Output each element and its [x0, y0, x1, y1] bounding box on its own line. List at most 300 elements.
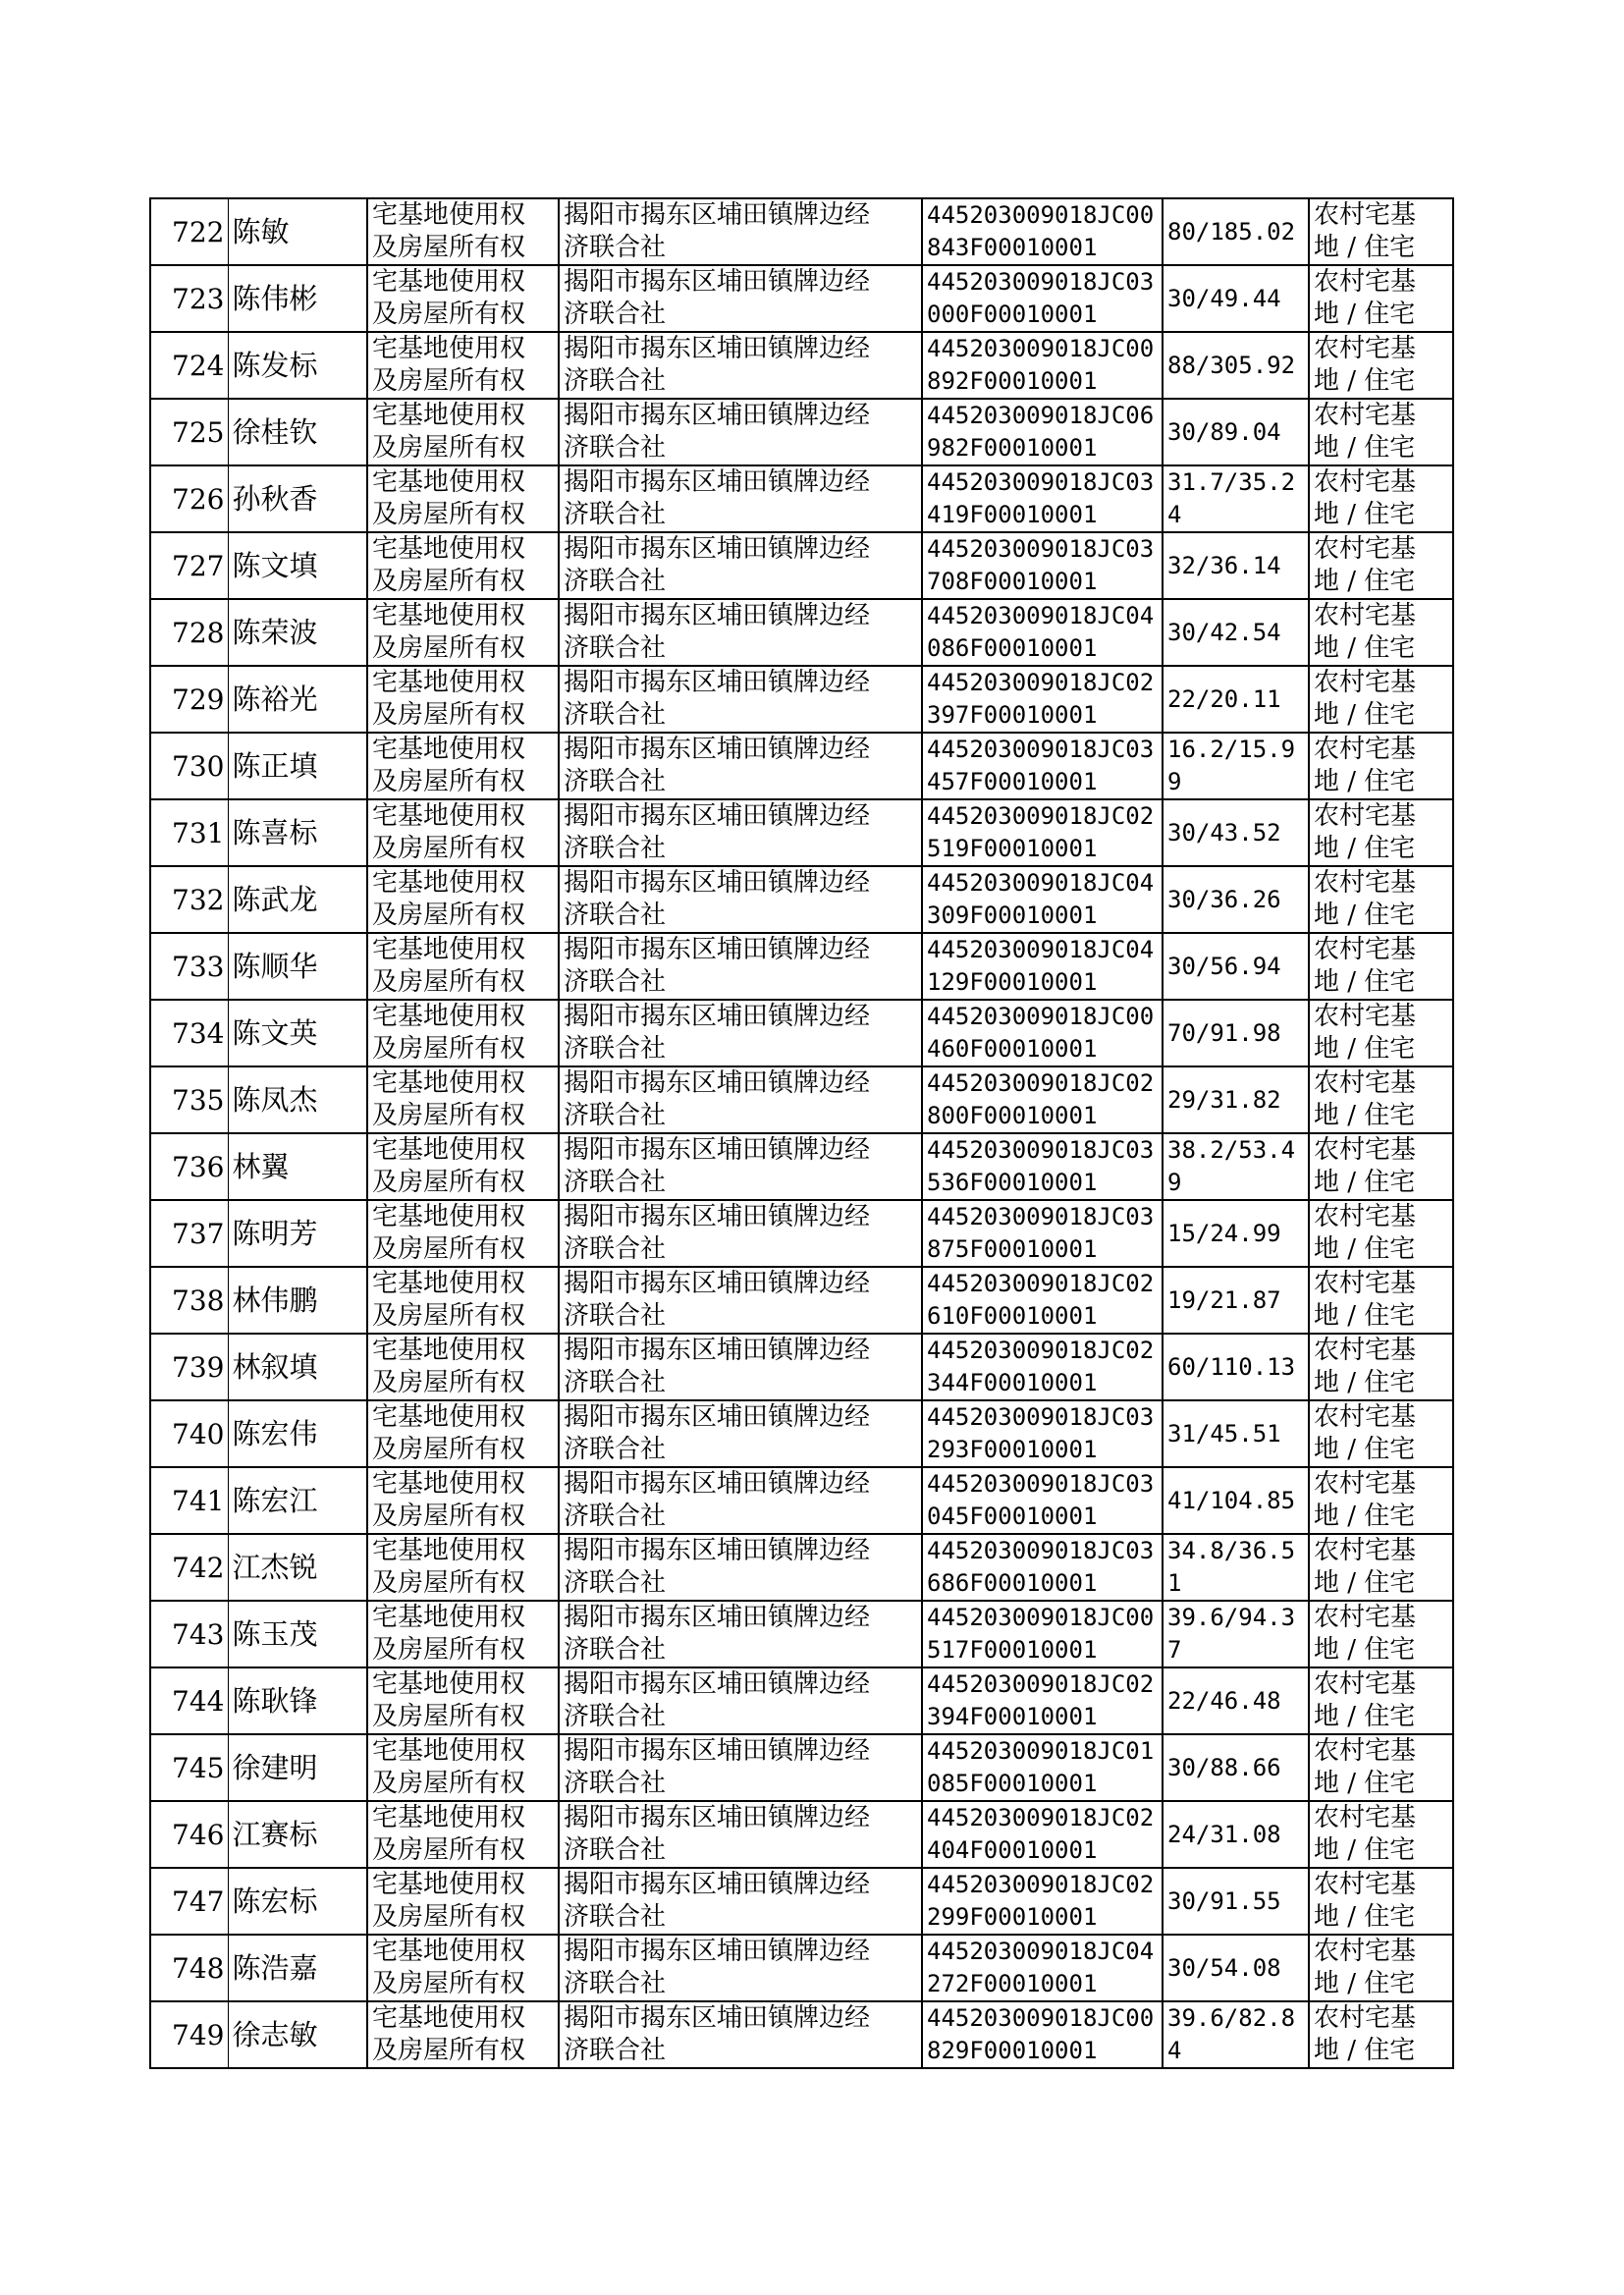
- certificate-code-cell: [922, 1066, 1163, 1133]
- owner-name: 江杰锐: [232, 1550, 318, 1584]
- certificate-code-line: 875F00010001: [927, 1235, 1098, 1263]
- certificate-code-line: 445203009018JC04: [927, 869, 1155, 897]
- owner-name-cell: [228, 1267, 367, 1334]
- right-type-line: 及房屋所有权: [372, 1101, 526, 1130]
- collective-org-cell: [559, 866, 922, 933]
- land-use-line: 农村宅基: [1314, 1402, 1417, 1432]
- land-use-cell: [1309, 1667, 1453, 1734]
- owner-name: 陈敏: [232, 214, 290, 248]
- area-line: 30/88.66: [1167, 1753, 1281, 1781]
- area-line: 30/91.55: [1167, 1886, 1281, 1915]
- row-number: 748: [172, 1951, 225, 1985]
- land-use-line: 地 / 住宅: [1314, 901, 1416, 930]
- owner-name-cell: [228, 1534, 367, 1601]
- land-use-line: 农村宅基: [1314, 1536, 1417, 1565]
- collective-org-cell: [559, 733, 922, 799]
- area-line: 80/185.02: [1167, 217, 1296, 246]
- owner-name-cell: [228, 1000, 367, 1066]
- right-type-cell: [367, 1935, 559, 2001]
- certificate-code-line: 404F00010001: [927, 1836, 1098, 1864]
- row-number-cell: [150, 1200, 228, 1267]
- area-cell: [1163, 399, 1309, 465]
- right-type-line: 及房屋所有权: [372, 1902, 526, 1932]
- owner-name-cell: [228, 332, 367, 399]
- area-cell: [1163, 933, 1309, 1000]
- collective-org-line: 济联合社: [564, 1568, 667, 1598]
- certificate-code-cell: [922, 1400, 1163, 1467]
- area-cell: [1163, 465, 1309, 532]
- right-type-line: 宅基地使用权: [372, 668, 526, 697]
- land-use-cell: [1309, 399, 1453, 465]
- row-number: 722: [172, 215, 225, 248]
- land-use-line: 农村宅基: [1314, 1736, 1417, 1766]
- table-row: [150, 332, 1453, 399]
- land-use-cell: [1309, 666, 1453, 733]
- certificate-code-line: 000F00010001: [927, 301, 1098, 328]
- row-number-cell: [150, 465, 228, 532]
- certificate-code-cell: [922, 1868, 1163, 1935]
- table-row: [150, 1734, 1453, 1801]
- collective-org-cell: [559, 1601, 922, 1667]
- area-cell: [1163, 1534, 1309, 1601]
- owner-name-cell: [228, 532, 367, 599]
- land-use-line: 农村宅基: [1314, 467, 1417, 497]
- row-number: 731: [172, 816, 225, 849]
- collective-org-line: 济联合社: [564, 233, 667, 262]
- land-use-line: 农村宅基: [1314, 200, 1417, 230]
- row-number-cell: [150, 1868, 228, 1935]
- collective-org-cell: [559, 1734, 922, 1801]
- owner-name: 陈发标: [232, 348, 318, 382]
- owner-name: 陈文填: [232, 548, 318, 582]
- right-type-cell: [367, 933, 559, 1000]
- area-line: 34.8/36.5: [1167, 1537, 1296, 1564]
- certificate-code-line: 892F00010001: [927, 367, 1098, 395]
- collective-org-cell: [559, 1935, 922, 2001]
- land-use-cell: [1309, 866, 1453, 933]
- row-number: 728: [172, 616, 225, 649]
- row-number-cell: [150, 265, 228, 332]
- owner-name-cell: [228, 733, 367, 799]
- land-use-line: 地 / 住宅: [1314, 700, 1416, 730]
- collective-org-line: 揭阳市揭东区埔田镇牌边经: [564, 1937, 871, 1966]
- certificate-code-line: 982F00010001: [927, 434, 1098, 462]
- right-type-line: 宅基地使用权: [372, 1870, 526, 1899]
- certificate-code-line: 517F00010001: [927, 1636, 1098, 1664]
- owner-name-cell: [228, 866, 367, 933]
- owner-name-cell: [228, 1200, 367, 1267]
- collective-org-line: 揭阳市揭东区埔田镇牌边经: [564, 1202, 871, 1231]
- area-line: 41/104.85: [1167, 1486, 1296, 1514]
- row-number-cell: [150, 599, 228, 666]
- collective-org-line: 济联合社: [564, 433, 667, 463]
- area-line: 4: [1167, 501, 1182, 528]
- right-type-line: 宅基地使用权: [372, 401, 526, 430]
- land-use-line: 地 / 住宅: [1314, 500, 1416, 529]
- right-type-cell: [367, 2001, 559, 2068]
- collective-org-line: 济联合社: [564, 1902, 667, 1932]
- owner-name-cell: [228, 1801, 367, 1868]
- collective-org-line: 揭阳市揭东区埔田镇牌边经: [564, 1603, 871, 1632]
- owner-name-cell: [228, 1334, 367, 1400]
- owner-name: 陈凤杰: [232, 1082, 318, 1117]
- land-use-line: 农村宅基: [1314, 1002, 1417, 1031]
- right-type-line: 宅基地使用权: [372, 467, 526, 497]
- collective-org-cell: [559, 465, 922, 532]
- row-number: 725: [172, 415, 225, 449]
- owner-name-cell: [228, 799, 367, 866]
- right-type-line: 宅基地使用权: [372, 801, 526, 831]
- row-number-cell: [150, 1000, 228, 1066]
- collective-org-line: 济联合社: [564, 1969, 667, 1998]
- row-number-cell: [150, 1334, 228, 1400]
- land-use-line: 地 / 住宅: [1314, 1234, 1416, 1264]
- land-use-line: 农村宅基: [1314, 534, 1417, 564]
- collective-org-line: 揭阳市揭东区埔田镇牌边经: [564, 1269, 871, 1298]
- collective-org-line: 济联合社: [564, 1101, 667, 1130]
- collective-org-line: 济联合社: [564, 1234, 667, 1264]
- land-use-line: 地 / 住宅: [1314, 1368, 1416, 1397]
- land-use-cell: [1309, 1267, 1453, 1334]
- right-type-line: 及房屋所有权: [372, 1301, 526, 1331]
- right-type-line: 及房屋所有权: [372, 1234, 526, 1264]
- land-use-line: 地 / 住宅: [1314, 2036, 1416, 2065]
- land-use-cell: [1309, 2001, 1453, 2068]
- right-type-line: 及房屋所有权: [372, 1769, 526, 1798]
- area-line: 30/54.08: [1167, 1953, 1281, 1982]
- area-line: 29/31.82: [1167, 1085, 1281, 1114]
- area-line: 31/45.51: [1167, 1419, 1281, 1448]
- land-use-line: 地 / 住宅: [1314, 366, 1416, 396]
- owner-name: 陈玉茂: [232, 1616, 318, 1651]
- table-row: [150, 666, 1453, 733]
- row-number-cell: [150, 1534, 228, 1601]
- certificate-code-cell: [922, 933, 1163, 1000]
- area-cell: [1163, 733, 1309, 799]
- collective-org-line: 揭阳市揭东区埔田镇牌边经: [564, 801, 871, 831]
- land-use-line: 地 / 住宅: [1314, 1702, 1416, 1731]
- collective-org-cell: [559, 1667, 922, 1734]
- owner-name: 陈武龙: [232, 882, 318, 916]
- certificate-code-line: 610F00010001: [927, 1302, 1098, 1330]
- table-row: [150, 198, 1453, 265]
- owner-name-cell: [228, 1667, 367, 1734]
- table-row: [150, 2001, 1453, 2068]
- right-type-line: 宅基地使用权: [372, 1669, 526, 1699]
- land-use-line: 农村宅基: [1314, 1937, 1417, 1966]
- area-cell: [1163, 866, 1309, 933]
- table-row: [150, 1267, 1453, 1334]
- certificate-code-line: 309F00010001: [927, 902, 1098, 929]
- row-number: 729: [172, 683, 225, 716]
- right-type-line: 宅基地使用权: [372, 334, 526, 363]
- area-line: 60/110.13: [1167, 1352, 1296, 1381]
- right-type-line: 及房屋所有权: [372, 1969, 526, 1998]
- area-line: 30/89.04: [1167, 417, 1281, 446]
- certificate-code-line: 445203009018JC03: [927, 268, 1155, 296]
- table-row: [150, 399, 1453, 465]
- certificate-code-line: 445203009018JC04: [927, 936, 1155, 963]
- right-type-line: 宅基地使用权: [372, 935, 526, 964]
- right-type-cell: [367, 1400, 559, 1467]
- area-cell: [1163, 1734, 1309, 1801]
- row-number-cell: [150, 933, 228, 1000]
- owner-name: 陈明芳: [232, 1216, 318, 1250]
- collective-org-line: 济联合社: [564, 1769, 667, 1798]
- land-use-line: 农村宅基: [1314, 1603, 1417, 1632]
- certificate-code-cell: [922, 1801, 1163, 1868]
- right-type-line: 及房屋所有权: [372, 1368, 526, 1397]
- certificate-code-cell: [922, 799, 1163, 866]
- collective-org-line: 揭阳市揭东区埔田镇牌边经: [564, 735, 871, 764]
- land-use-cell: [1309, 532, 1453, 599]
- owner-name-cell: [228, 265, 367, 332]
- table-row: [150, 1467, 1453, 1534]
- certificate-code-cell: [922, 1534, 1163, 1601]
- row-number: 747: [172, 1885, 225, 1918]
- certificate-code-line: 293F00010001: [927, 1436, 1098, 1463]
- owner-name: 陈顺华: [232, 949, 318, 983]
- certificate-code-line: 445203009018JC00: [927, 2004, 1155, 2032]
- land-use-line: 地 / 住宅: [1314, 1835, 1416, 1865]
- land-use-cell: [1309, 799, 1453, 866]
- owner-name-cell: [228, 1601, 367, 1667]
- certificate-code-cell: [922, 599, 1163, 666]
- right-type-cell: [367, 332, 559, 399]
- land-use-line: 农村宅基: [1314, 2003, 1417, 2033]
- right-type-cell: [367, 1868, 559, 1935]
- collective-org-line: 揭阳市揭东区埔田镇牌边经: [564, 401, 871, 430]
- land-use-line: 农村宅基: [1314, 735, 1417, 764]
- certificate-code-line: 272F00010001: [927, 1970, 1098, 1997]
- right-type-line: 宅基地使用权: [372, 1135, 526, 1165]
- collective-org-line: 济联合社: [564, 366, 667, 396]
- row-number: 738: [172, 1284, 225, 1317]
- area-cell: [1163, 1200, 1309, 1267]
- owner-name: 陈宏伟: [232, 1416, 318, 1450]
- collective-org-line: 揭阳市揭东区埔田镇牌边经: [564, 1068, 871, 1098]
- row-number: 746: [172, 1818, 225, 1851]
- collective-org-cell: [559, 1467, 922, 1534]
- certificate-code-cell: [922, 1935, 1163, 2001]
- owner-name: 江赛标: [232, 1817, 318, 1851]
- right-type-line: 及房屋所有权: [372, 1502, 526, 1531]
- certificate-code-line: 519F00010001: [927, 835, 1098, 862]
- right-type-cell: [367, 1801, 559, 1868]
- right-type-line: 宅基地使用权: [372, 735, 526, 764]
- right-type-line: 宅基地使用权: [372, 2003, 526, 2033]
- right-type-cell: [367, 1534, 559, 1601]
- certificate-code-line: 445203009018JC04: [927, 602, 1155, 629]
- area-cell: [1163, 1133, 1309, 1200]
- collective-org-line: 济联合社: [564, 1635, 667, 1665]
- land-use-line: 农村宅基: [1314, 601, 1417, 630]
- certificate-code-cell: [922, 666, 1163, 733]
- collective-org-line: 揭阳市揭东区埔田镇牌边经: [564, 1669, 871, 1699]
- land-use-line: 农村宅基: [1314, 1669, 1417, 1699]
- right-type-line: 及房屋所有权: [372, 633, 526, 663]
- certificate-code-line: 829F00010001: [927, 2037, 1098, 2064]
- owner-name: 徐桂钦: [232, 414, 318, 449]
- table-row: [150, 1935, 1453, 2001]
- owner-name: 林叙填: [232, 1349, 318, 1384]
- right-type-line: 宅基地使用权: [372, 1603, 526, 1632]
- right-type-line: 宅基地使用权: [372, 534, 526, 564]
- row-number-cell: [150, 1801, 228, 1868]
- land-use-line: 农村宅基: [1314, 1068, 1417, 1098]
- right-type-line: 及房屋所有权: [372, 834, 526, 863]
- right-type-line: 宅基地使用权: [372, 1068, 526, 1098]
- right-type-line: 及房屋所有权: [372, 967, 526, 997]
- certificate-code-line: 299F00010001: [927, 1903, 1098, 1931]
- table-row: [150, 1000, 1453, 1066]
- right-type-cell: [367, 1000, 559, 1066]
- collective-org-line: 济联合社: [564, 700, 667, 730]
- area-line: 4: [1167, 2037, 1182, 2064]
- land-use-cell: [1309, 1801, 1453, 1868]
- area-line: 9: [1167, 768, 1182, 795]
- row-number: 737: [172, 1217, 225, 1250]
- land-use-cell: [1309, 933, 1453, 1000]
- table-row: [150, 866, 1453, 933]
- right-type-line: 宅基地使用权: [372, 1469, 526, 1499]
- certificate-code-line: 445203009018JC03: [927, 1203, 1155, 1230]
- collective-org-line: 济联合社: [564, 1435, 667, 1464]
- right-type-line: 及房屋所有权: [372, 233, 526, 262]
- land-use-cell: [1309, 265, 1453, 332]
- row-number: 723: [172, 282, 225, 315]
- right-type-cell: [367, 465, 559, 532]
- table-row: [150, 1200, 1453, 1267]
- land-use-cell: [1309, 1935, 1453, 2001]
- owner-name-cell: [228, 1467, 367, 1534]
- collective-org-line: 济联合社: [564, 500, 667, 529]
- collective-org-cell: [559, 1400, 922, 1467]
- row-number-cell: [150, 332, 228, 399]
- table-row: [150, 1868, 1453, 1935]
- area-cell: [1163, 1267, 1309, 1334]
- land-use-line: 地 / 住宅: [1314, 300, 1416, 329]
- right-type-line: 宅基地使用权: [372, 267, 526, 297]
- row-number: 734: [172, 1016, 225, 1050]
- land-use-cell: [1309, 1066, 1453, 1133]
- right-type-cell: [367, 733, 559, 799]
- owner-name-cell: [228, 1935, 367, 2001]
- certificate-code-cell: [922, 465, 1163, 532]
- right-type-cell: [367, 198, 559, 265]
- right-type-line: 及房屋所有权: [372, 1835, 526, 1865]
- collective-org-line: 揭阳市揭东区埔田镇牌边经: [564, 1469, 871, 1499]
- row-number: 749: [172, 2018, 225, 2051]
- collective-org-cell: [559, 532, 922, 599]
- collective-org-line: 揭阳市揭东区埔田镇牌边经: [564, 868, 871, 898]
- area-cell: [1163, 532, 1309, 599]
- collective-org-cell: [559, 332, 922, 399]
- land-use-line: 农村宅基: [1314, 1135, 1417, 1165]
- certificate-code-cell: [922, 399, 1163, 465]
- land-use-cell: [1309, 465, 1453, 532]
- table-row: [150, 1066, 1453, 1133]
- right-type-line: 及房屋所有权: [372, 567, 526, 596]
- area-line: 32/36.14: [1167, 551, 1281, 579]
- row-number-cell: [150, 1935, 228, 2001]
- collective-org-cell: [559, 198, 922, 265]
- collective-org-line: 揭阳市揭东区埔田镇牌边经: [564, 1336, 871, 1365]
- certificate-code-line: 445203009018JC02: [927, 1670, 1155, 1698]
- certificate-code-line: 394F00010001: [927, 1703, 1098, 1730]
- area-line: 15/24.99: [1167, 1219, 1281, 1247]
- certificate-code-line: 445203009018JC03: [927, 535, 1155, 563]
- certificate-code-cell: [922, 1734, 1163, 1801]
- owner-name-cell: [228, 1868, 367, 1935]
- certificate-code-line: 445203009018JC00: [927, 201, 1155, 229]
- owner-name: 陈文英: [232, 1015, 318, 1050]
- collective-org-line: 济联合社: [564, 1702, 667, 1731]
- collective-org-line: 济联合社: [564, 1835, 667, 1865]
- collective-org-line: 济联合社: [564, 1301, 667, 1331]
- table-row: [150, 733, 1453, 799]
- collective-org-line: 济联合社: [564, 633, 667, 663]
- collective-org-cell: [559, 1801, 922, 1868]
- right-type-cell: [367, 265, 559, 332]
- certificate-code-line: 708F00010001: [927, 568, 1098, 595]
- area-line: 30/42.54: [1167, 618, 1281, 646]
- row-number-cell: [150, 1066, 228, 1133]
- row-number: 739: [172, 1350, 225, 1384]
- right-type-line: 宅基地使用权: [372, 1803, 526, 1832]
- right-type-line: 宅基地使用权: [372, 601, 526, 630]
- right-type-cell: [367, 1667, 559, 1734]
- right-type-line: 及房屋所有权: [372, 2036, 526, 2065]
- owner-name: 陈荣波: [232, 615, 318, 649]
- table-row: [150, 1601, 1453, 1667]
- land-use-line: 地 / 住宅: [1314, 1502, 1416, 1531]
- area-line: 31.7/35.2: [1167, 468, 1296, 496]
- certificate-code-line: 445203009018JC02: [927, 1337, 1155, 1364]
- row-number-cell: [150, 399, 228, 465]
- collective-org-cell: [559, 1066, 922, 1133]
- certificate-code-line: 800F00010001: [927, 1102, 1098, 1129]
- owner-name-cell: [228, 198, 367, 265]
- row-number-cell: [150, 1601, 228, 1667]
- row-number: 727: [172, 549, 225, 582]
- row-number-cell: [150, 733, 228, 799]
- right-type-line: 宅基地使用权: [372, 1336, 526, 1365]
- area-cell: [1163, 198, 1309, 265]
- land-use-line: 地 / 住宅: [1314, 767, 1416, 796]
- owner-name: 徐建明: [232, 1750, 318, 1784]
- registry-table-body: [150, 198, 1453, 2068]
- collective-org-line: 济联合社: [564, 901, 667, 930]
- right-type-cell: [367, 666, 559, 733]
- collective-org-line: 揭阳市揭东区埔田镇牌边经: [564, 534, 871, 564]
- certificate-code-line: 086F00010001: [927, 634, 1098, 662]
- table-row: [150, 1801, 1453, 1868]
- row-number-cell: [150, 1133, 228, 1200]
- row-number-cell: [150, 198, 228, 265]
- area-cell: [1163, 332, 1309, 399]
- collective-org-line: 揭阳市揭东区埔田镇牌边经: [564, 1135, 871, 1165]
- land-use-line: 农村宅基: [1314, 935, 1417, 964]
- collective-org-line: 揭阳市揭东区埔田镇牌边经: [564, 200, 871, 230]
- right-type-line: 及房屋所有权: [372, 500, 526, 529]
- certificate-code-cell: [922, 1467, 1163, 1534]
- area-cell: [1163, 1667, 1309, 1734]
- right-type-line: 宅基地使用权: [372, 1202, 526, 1231]
- land-use-cell: [1309, 1133, 1453, 1200]
- right-type-cell: [367, 532, 559, 599]
- collective-org-line: 揭阳市揭东区埔田镇牌边经: [564, 601, 871, 630]
